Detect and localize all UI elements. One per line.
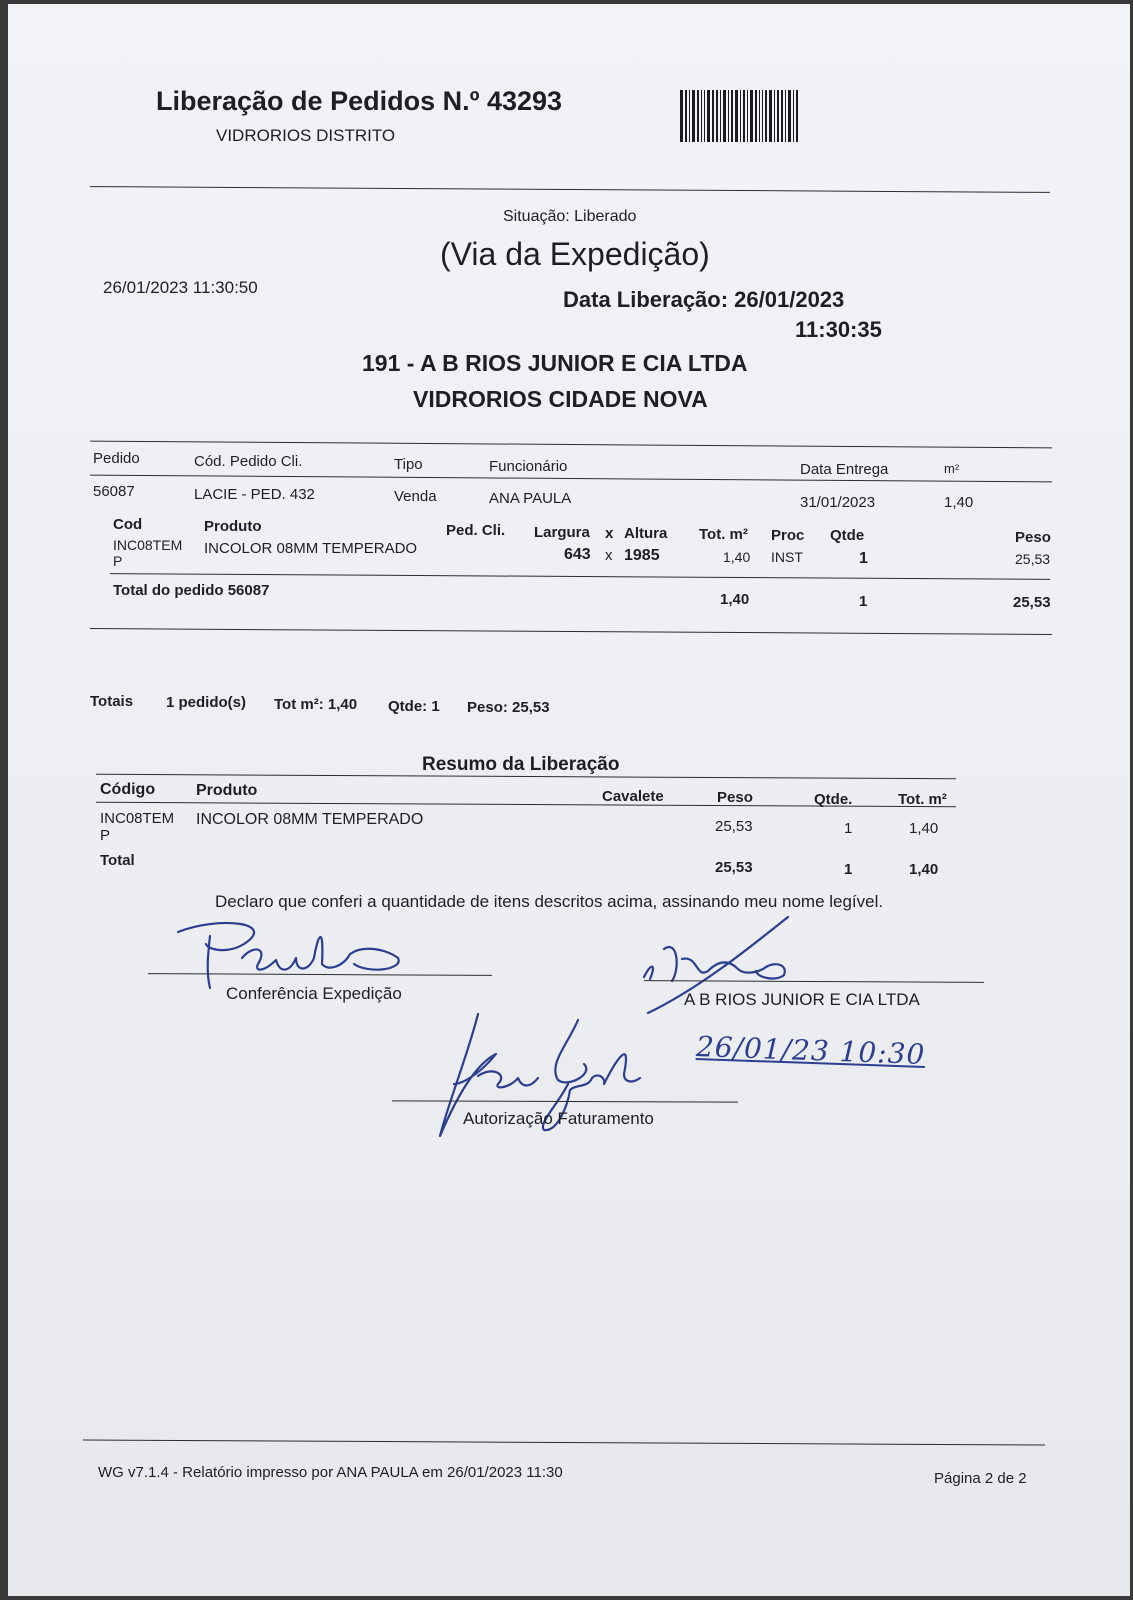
items-col-ped-cli: Ped. Cli. — [446, 522, 506, 539]
totals-pedidos: 1 pedido(s) — [166, 694, 247, 711]
items-total-peso: 25,53 — [1013, 594, 1051, 611]
col-header-data-entrega: Data Entrega — [800, 461, 889, 478]
item-cod-continuation: P — [113, 553, 123, 569]
items-col-peso: Peso — [1015, 529, 1051, 546]
totals-m2: Tot m²: 1,40 — [274, 696, 358, 713]
summary-col-tot-m2: Tot. m² — [898, 791, 947, 808]
items-col-cod: Cod — [113, 516, 143, 533]
col-header-pedido: Pedido — [93, 450, 140, 467]
items-total-border — [110, 573, 1050, 580]
release-date: Data Liberação: 26/01/2023 — [563, 287, 845, 312]
item-peso: 25,53 — [1015, 551, 1051, 567]
delivery-date: 31/01/2023 — [800, 494, 876, 511]
barcode-image — [680, 90, 852, 142]
item-produto: INCOLOR 08MM TEMPERADO — [204, 540, 418, 557]
conferencia-signature — [158, 914, 448, 994]
page-number: Página 2 de 2 — [934, 1470, 1027, 1487]
summary-codigo: INC08TEM — [100, 810, 175, 827]
summary-peso: 25,53 — [715, 818, 753, 835]
item-x: x — [605, 547, 613, 564]
item-qtde: 1 — [859, 550, 868, 567]
summary-total-peso: 25,53 — [715, 859, 753, 876]
document-page — [8, 4, 1130, 1596]
items-col-proc: Proc — [771, 527, 805, 544]
summary-col-produto: Produto — [196, 782, 258, 799]
client-order-code: LACIE - PED. 432 — [194, 486, 315, 503]
summary-title: Resumo da Liberação — [422, 754, 620, 775]
order-type: Venda — [394, 488, 437, 505]
document-title: Liberação de Pedidos N.º 43293 — [156, 86, 563, 116]
totals-peso: Peso: 25,53 — [467, 699, 550, 716]
declaration-text: Declaro que conferi a quantidade de itens descritos acima, assinando meu nome legível. — [215, 892, 884, 911]
col-header-funcionario: Funcionário — [489, 458, 568, 475]
items-col-tot-m2: Tot. m² — [699, 526, 748, 543]
items-total-label: Total do pedido 56087 — [113, 582, 270, 599]
item-cod: INC08TEM — [113, 537, 183, 553]
summary-produto: INCOLOR 08MM TEMPERADO — [196, 811, 424, 828]
copy-designation: (Via da Expedição) — [440, 236, 710, 272]
order-table-header-border — [90, 475, 1052, 483]
client-signature-label: A B RIOS JUNIOR E CIA LTDA — [684, 990, 920, 1009]
items-col-largura: Largura — [534, 524, 590, 541]
col-header-m2: m² — [944, 461, 960, 476]
order-number: 56087 — [93, 483, 135, 500]
items-col-qtde: Qtde — [830, 527, 865, 544]
conferencia-label: Conferência Expedição — [226, 984, 402, 1003]
order-table-top-border — [90, 441, 1052, 449]
summary-col-peso: Peso — [717, 789, 753, 806]
summary-qtde: 1 — [844, 820, 853, 837]
employee-name: ANA PAULA — [489, 490, 572, 507]
section-divider — [90, 628, 1052, 635]
totals-qtde: Qtde: 1 — [388, 698, 440, 715]
items-col-produto: Produto — [204, 518, 262, 535]
summary-total-qtde: 1 — [844, 861, 853, 878]
item-altura: 1985 — [624, 547, 660, 564]
items-col-x: x — [605, 525, 614, 542]
summary-total-label: Total — [100, 852, 135, 869]
item-proc: INST — [771, 549, 803, 565]
summary-tot-m2: 1,40 — [909, 820, 939, 837]
printed-datetime: 26/01/2023 11:30:50 — [103, 278, 258, 297]
col-header-tipo: Tipo — [394, 456, 423, 473]
client-name: 191 - A B RIOS JUNIOR E CIA LTDA — [362, 350, 748, 376]
summary-codigo-continuation: P — [100, 827, 111, 844]
summary-col-codigo: Código — [100, 781, 156, 798]
handwritten-date: 26/01/23 10:30 — [695, 1030, 926, 1071]
summary-col-cavalete: Cavalete — [602, 788, 664, 805]
issuer-company: VIDRORIOS DISTRITO — [216, 126, 396, 145]
summary-col-qtde: Qtde. — [814, 791, 853, 808]
items-total-m2: 1,40 — [720, 591, 750, 608]
item-tot-m2: 1,40 — [723, 549, 751, 565]
header-divider — [90, 186, 1050, 193]
totals-label: Totais — [90, 693, 134, 710]
release-time: 11:30:35 — [795, 317, 882, 342]
items-total-qtde: 1 — [859, 593, 868, 610]
items-col-altura: Altura — [624, 525, 668, 542]
footer-report-info: WG v7.1.4 - Relatório impresso por ANA PAULA em 26/01/2023 11:30 — [98, 1464, 563, 1481]
footer-divider — [83, 1439, 1045, 1445]
summary-total-tot-m2: 1,40 — [909, 861, 939, 878]
item-largura: 643 — [564, 546, 591, 563]
client-store: VIDRORIOS CIDADE NOVA — [413, 386, 708, 412]
col-header-cod-pedido-cli: Cód. Pedido Cli. — [194, 453, 303, 470]
status-text: Situação: Liberado — [503, 208, 637, 225]
autorizacao-label: Autorização Faturamento — [463, 1109, 654, 1128]
order-m2: 1,40 — [944, 494, 974, 511]
